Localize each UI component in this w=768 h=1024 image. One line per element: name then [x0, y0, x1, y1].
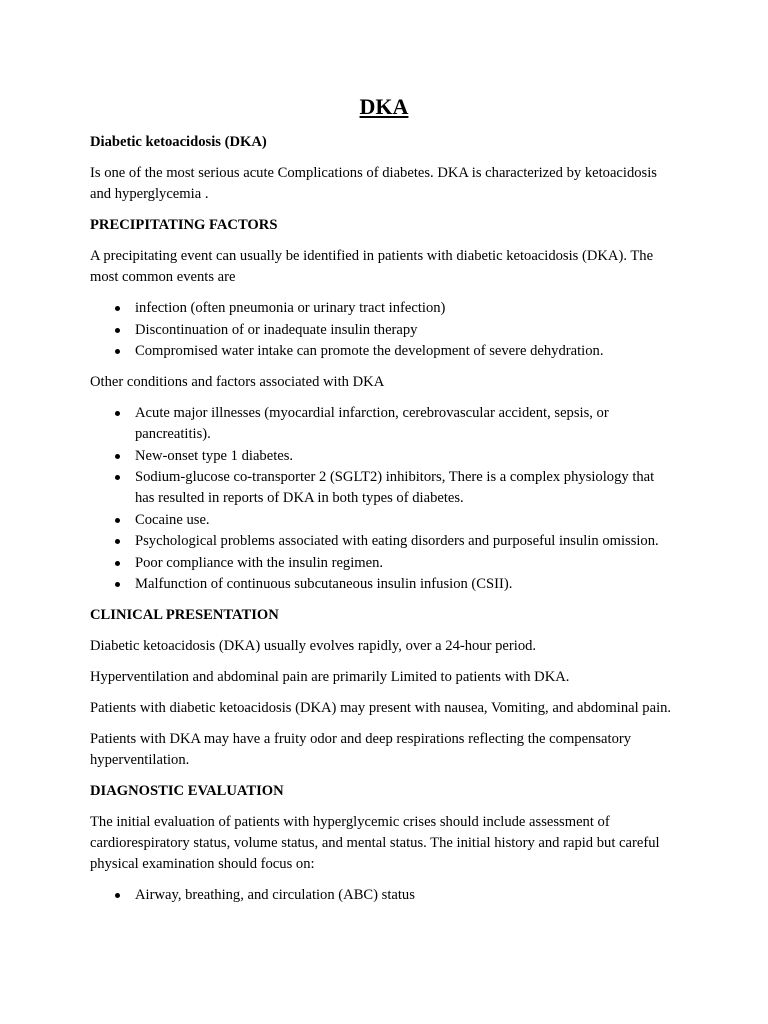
clinical-paragraph: Patients with diabetic ketoacidosis (DKA) may present with nausea, Vomiting, and abdominal pain.	[90, 700, 672, 716]
intro-paragraph: Is one of the most serious acute Complications of diabetes. DKA is characterized by ketoacidosis and hyperglycemia .	[90, 165, 657, 202]
clinical-paragraph: Patients with DKA may have a fruity odor and deep respirations reflecting the compensatory hyperventilation.	[90, 731, 632, 768]
list-item: Discontinuation of or inadequate insulin therapy	[135, 320, 678, 341]
clinical-paragraph: Hyperventilation and abdominal pain are primarily Limited to patients with DKA.	[90, 669, 570, 685]
precipitating-paragraph: A precipitating event can usually be identified in patients with diabetic ketoacidosis (DKA). The most common events are	[90, 248, 654, 285]
other-conditions-list	[90, 403, 678, 595]
clinical-presentation-heading: CLINICAL PRESENTATION	[90, 607, 279, 623]
precipitating-factors-heading: PRECIPITATING FACTORS	[90, 217, 278, 233]
diagnostic-evaluation-heading: DIAGNOSTIC EVALUATION	[90, 783, 284, 799]
document-subtitle: Diabetic ketoacidosis (DKA)	[90, 134, 267, 150]
precipitating-list	[90, 298, 678, 362]
list-item: Compromised water intake can promote the development of severe dehydration.	[135, 341, 678, 362]
list-item: Cocaine use.	[135, 510, 678, 531]
list-item: Poor compliance with the insulin regimen.	[135, 553, 678, 574]
list-item: Sodium-glucose co-transporter 2 (SGLT2) inhibitors, There is a complex physiology that has resulted in reports of DKA in both types of diabetes.	[135, 467, 678, 509]
list-item: New-onset type 1 diabetes.	[135, 446, 678, 467]
other-conditions-paragraph: Other conditions and factors associated with DKA	[90, 374, 385, 390]
list-item: Malfunction of continuous subcutaneous insulin infusion (CSII).	[135, 574, 678, 595]
list-item: Psychological problems associated with eating disorders and purposeful insulin omission.	[135, 531, 678, 552]
list-item: infection (often pneumonia or urinary tract infection)	[135, 298, 678, 319]
document-title: DKA	[359, 94, 409, 119]
list-item: Airway, breathing, and circulation (ABC) status	[135, 885, 678, 906]
diagnostic-list	[90, 885, 678, 906]
clinical-paragraph: Diabetic ketoacidosis (DKA) usually evolves rapidly, over a 24-hour period.	[90, 638, 537, 654]
diagnostic-paragraph: The initial evaluation of patients with hyperglycemic crises should include assessment of cardiorespiratory status, volume status, and mental status. The initial history and rapid but careful physical examination should focus on:	[90, 814, 660, 872]
list-item: Acute major illnesses (myocardial infarction, cerebrovascular accident, sepsis, or pancreatitis).	[135, 403, 678, 445]
